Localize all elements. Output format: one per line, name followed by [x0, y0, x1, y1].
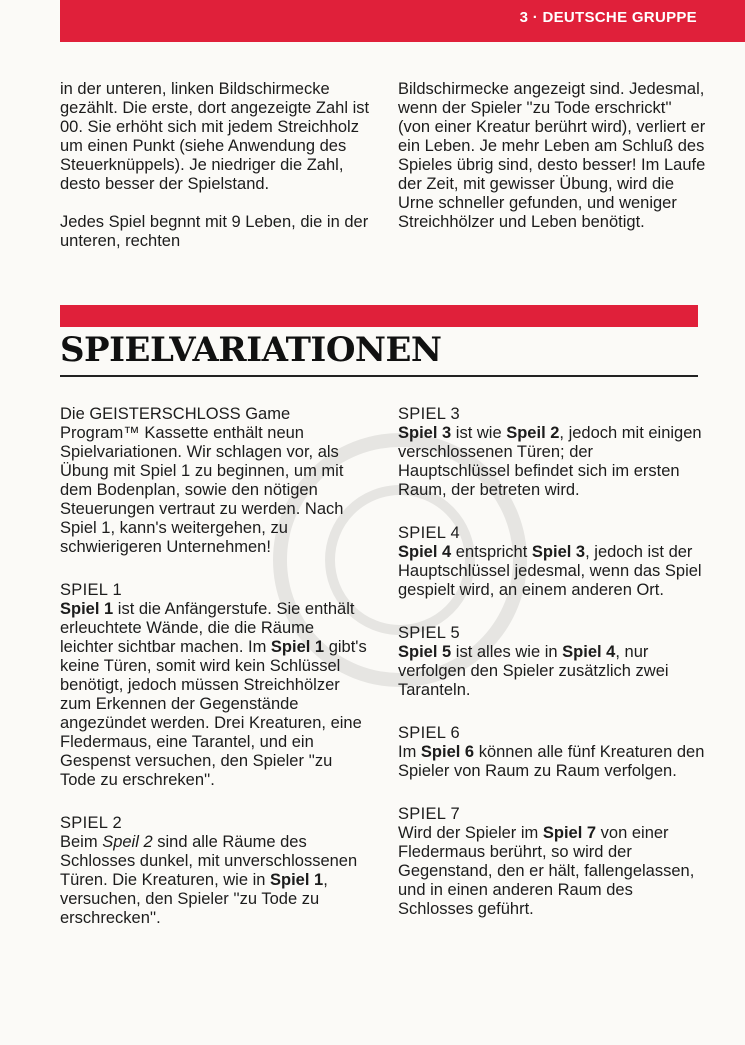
section-intro: Die GEISTERSCHLOSS Game Program™ Kassette enthält neun Spielvariationen. Wir schlagen vor, als Übung mit Spiel 1 zu beginnen, um mit dem Bodenplan, sowie den nötigen Steuerungen vertraut zu werden. Nach Spiel 1, kann's weitergehen, zu schwierigeren Unternehmen! [60, 405, 344, 556]
section-title: SPIELVARIATIONEN [60, 330, 442, 370]
game-description: Spiel 1 ist die Anfängerstufe. Sie enthält erleuchtete Wände, die die Räume leichter sichtbar machen. Im Spiel 1 gibt's keine Türen, somit wird kein Schlüssel benötigt, jedoch müssen Streichhölzer zum Erkennen der Gegenstände angezündet werden. Drei Kreaturen, eine Fledermaus, eine Tarantel, und ein Gespenst versuchen, den Spieler ''zu Tode zu erschreken''. [60, 600, 367, 789]
game-description: Wird der Spieler im Spiel 7 von einer Fledermaus berührt, so wird der Gegenstand, den er hält, fallengelassen, und in einen anderen Raum des Schlosses geführt. [398, 824, 695, 918]
chapter-label: 3 · DEUTSCHE GRUPPE [519, 9, 697, 26]
game-heading: SPIEL 6 [398, 724, 461, 742]
right-column [398, 405, 708, 943]
game-description: Im Spiel 6 können alle fünf Kreaturen den Spieler von Raum zu Raum verfolgen. [398, 743, 705, 780]
intro-paragraph: in der unteren, linken Bildschirmecke gezählt. Die erste, dort angezeigte Zahl ist 00. Sie erhöht sich mit jedem Streichholz um einen Punkt (siehe Anwendung des Steuerknüppels). Je niedriger die Zahl, desto besser der Spielstand. [60, 80, 370, 193]
game-description: Spiel 4 entspricht Spiel 3, jedoch ist der Hauptschlüssel jedesmal, wenn das Spiel gespielt wird, an einem anderen Ort. [398, 543, 702, 599]
game-3 [398, 405, 708, 500]
game-7 [398, 805, 708, 919]
game-5 [398, 624, 708, 700]
header-bar [60, 0, 745, 42]
game-heading: SPIEL 7 [398, 805, 461, 823]
game-heading: SPIEL 3 [398, 405, 461, 423]
game-6 [398, 724, 708, 781]
game-4 [398, 524, 708, 600]
game-description: Spiel 3 ist wie Speil 2, jedoch mit einigen verschlossenen Türen; der Hauptschlüssel befindet sich im ersten Raum, der betreten wird. [398, 424, 702, 499]
game-description: Beim Speil 2 sind alle Räume des Schlosses dunkel, mit unverschlossenen Türen. Die Kreaturen, wie in Spiel 1, versuchen, den Spieler ''zu Tode zu erschrecken''. [60, 833, 358, 927]
game-1 [60, 581, 370, 790]
game-description: Spiel 5 ist alles wie in Spiel 4, nur verfolgen den Spieler zusätzlich zwei Taranteln. [398, 643, 669, 699]
section-rule [60, 375, 698, 377]
left-column [60, 405, 370, 952]
game-heading: SPIEL 5 [398, 624, 461, 642]
intro-left-column [60, 80, 370, 251]
game-2 [60, 814, 370, 928]
game-heading: SPIEL 2 [60, 814, 123, 832]
section-bar [60, 305, 698, 327]
game-heading: SPIEL 1 [60, 581, 123, 599]
intro-right-column [398, 80, 708, 232]
intro-paragraph: Bildschirmecke angezeigt sind. Jedesmal, wenn der Spieler ''zu Tode erschrickt'' (von einer Kreatur berührt wird), verliert er ein Leben. Je mehr Leben am Schluß des Spieles übrig sind, desto besser! Im Laufe der Zeit, mit gewisser Übung, wird die Urne schneller gefunden, und weniger Streichhölzer und Leben benötigt. [398, 80, 706, 231]
intro-paragraph: Jedes Spiel begnnt mit 9 Leben, die in der unteren, rechten [60, 213, 369, 250]
game-heading: SPIEL 4 [398, 524, 461, 542]
